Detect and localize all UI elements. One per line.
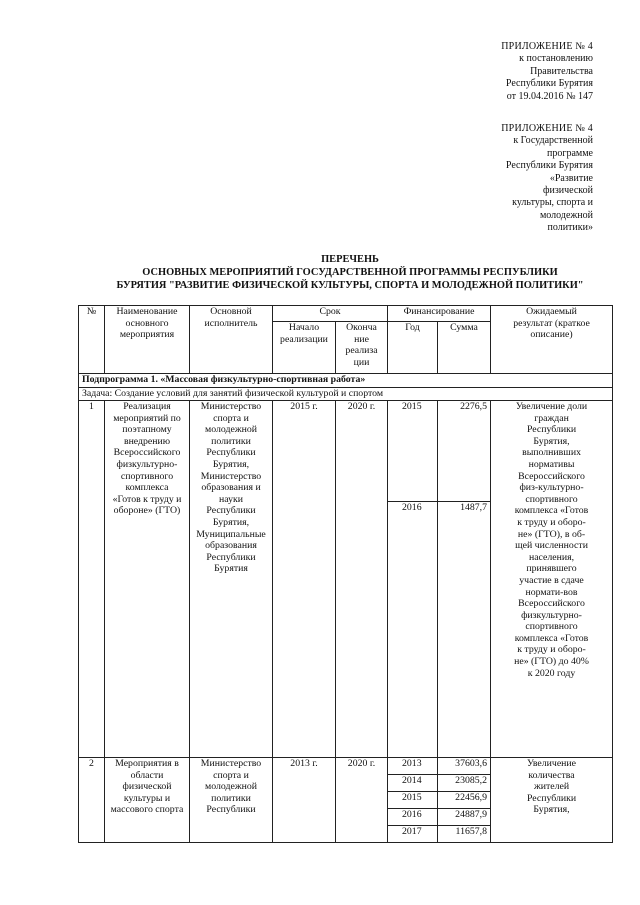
row-executor-line: молодежной bbox=[205, 781, 257, 793]
appendix-2-line: «Развитие bbox=[549, 172, 593, 184]
appendix-1-line: Правительства bbox=[530, 65, 593, 77]
row-result bbox=[491, 758, 613, 843]
row-result-line: Всероссийского bbox=[518, 598, 585, 610]
row-executor-line: Республики bbox=[206, 447, 256, 459]
row-result-line: к труду и оборо- bbox=[517, 516, 586, 528]
row-result-line: нормативы bbox=[528, 458, 575, 470]
header-name-line: мероприятия bbox=[119, 329, 175, 341]
header-term: Срок bbox=[273, 306, 388, 322]
header-end-line: ции bbox=[353, 356, 370, 368]
row-sum: 23085,2 bbox=[438, 775, 491, 792]
row-result-line: участие в сдаче bbox=[519, 574, 584, 586]
row-result-line: жителей bbox=[533, 781, 570, 793]
row-year: 2014 bbox=[388, 775, 438, 792]
row-executor-line: Бурятия, bbox=[212, 516, 250, 528]
header-executor-line: исполнитель bbox=[204, 317, 258, 329]
title-line: БУРЯТИЯ "РАЗВИТИЕ ФИЗИЧЕСКОЙ КУЛЬТУРЫ, СПОРТА И МОЛОДЕЖНОЙ ПОЛИТИКИ" bbox=[116, 280, 584, 292]
header-end bbox=[336, 322, 388, 374]
row-result-line: физкультурно- bbox=[521, 609, 582, 621]
row-result-line: к труду и оборо- bbox=[517, 644, 586, 656]
row-year: 2015 bbox=[388, 792, 438, 809]
row-result-line: спортивного bbox=[525, 493, 578, 505]
row-executor-line: спорта и bbox=[213, 769, 249, 781]
appendix-2-line: Республики Бурятия bbox=[505, 160, 593, 172]
row-num: 1 bbox=[79, 401, 105, 758]
row-executor-line: науки bbox=[219, 493, 243, 505]
row-executor-line: образования и bbox=[201, 482, 261, 494]
row-result-line: спортивного bbox=[525, 621, 578, 633]
appendix-header-1 bbox=[501, 41, 593, 103]
appendix-1-line: к постановлению bbox=[519, 53, 593, 65]
row-result-line: не» (ГТО), в об- bbox=[517, 528, 586, 540]
row-executor-line: политики bbox=[211, 435, 251, 447]
header-end-line: Оконча bbox=[346, 322, 377, 333]
header-end-line: ние bbox=[354, 333, 369, 345]
row-result-line: комплекса «Готов bbox=[514, 632, 589, 644]
row-executor-line: Бурятия bbox=[214, 563, 248, 575]
header-year: Год bbox=[388, 322, 438, 374]
header-sum: Сумма bbox=[438, 322, 491, 374]
header-row bbox=[79, 306, 613, 322]
row-executor bbox=[190, 758, 273, 843]
row-executor bbox=[190, 401, 273, 758]
row-sum: 37603,6 bbox=[438, 758, 491, 775]
document-title bbox=[60, 253, 640, 293]
appendix-2-line: молодежной bbox=[539, 209, 593, 221]
row-executor-line: Республики bbox=[206, 505, 256, 517]
row-end: 2020 г. bbox=[336, 758, 388, 843]
row-year: 2016 bbox=[388, 502, 438, 758]
row-executor-line: образования bbox=[205, 540, 257, 552]
row-result-line: к 2020 году bbox=[527, 667, 576, 679]
appendix-2-line: программе bbox=[547, 147, 593, 159]
row-name-line: мероприятий по bbox=[113, 412, 181, 424]
row-sum: 24887,9 bbox=[438, 809, 491, 826]
header-start-line: реализации bbox=[280, 333, 328, 345]
row-name bbox=[105, 401, 190, 758]
header-name-line: основного bbox=[125, 317, 169, 329]
row-result-line: количества bbox=[528, 769, 575, 781]
row-name bbox=[105, 758, 190, 843]
row-executor-line: Республики bbox=[206, 804, 256, 816]
row-name-line: Реализация bbox=[123, 401, 171, 412]
header-executor-line: Основной bbox=[210, 306, 252, 317]
title-line: ПЕРЕЧЕНЬ bbox=[321, 254, 379, 265]
row-result-line: Всероссийского bbox=[518, 470, 585, 482]
row-end: 2020 г. bbox=[336, 401, 388, 758]
appendix-2-title: ПРИЛОЖЕНИЕ № 4 bbox=[501, 123, 593, 134]
appendix-header-2 bbox=[501, 123, 593, 235]
header-financing: Финансирование bbox=[388, 306, 491, 322]
row-result-line: Республики bbox=[526, 424, 577, 436]
header-name-line: Наименование bbox=[116, 306, 178, 317]
row-name-line: массового спорта bbox=[110, 804, 184, 816]
header-executor bbox=[190, 306, 273, 374]
row-executor-line: политики bbox=[211, 792, 251, 804]
appendix-2-line: физической bbox=[543, 185, 593, 197]
row-executor-line: Министерство bbox=[200, 401, 262, 412]
row-executor-line: Республики bbox=[206, 551, 256, 563]
row-sum: 22456,9 bbox=[438, 792, 491, 809]
row-executor-line: молодежной bbox=[205, 424, 257, 436]
row-result-line: выполнивших bbox=[522, 447, 581, 459]
row-result-line: принявшего bbox=[526, 563, 577, 575]
row-result-line: физ-культурно- bbox=[519, 482, 584, 494]
row-result-line: населения, bbox=[528, 551, 575, 563]
row-year: 2016 bbox=[388, 809, 438, 826]
row-name-line: «Готов к труду и bbox=[112, 493, 182, 505]
row-num: 2 bbox=[79, 758, 105, 843]
header-result-line: описание) bbox=[530, 329, 573, 341]
row-start: 2015 г. bbox=[273, 401, 336, 758]
row-name-line: комплекса bbox=[125, 482, 169, 494]
row-name-line: культуры и bbox=[123, 792, 171, 804]
header-end-line: реализа bbox=[345, 345, 378, 357]
header-start bbox=[273, 322, 336, 374]
header-result-line: результат (краткое bbox=[513, 317, 590, 329]
row-name-line: поэтапному bbox=[122, 424, 172, 436]
appendix-2-line: к Государственной bbox=[513, 135, 593, 147]
row-result-line: граждан bbox=[534, 412, 569, 424]
row-result-line: Бурятия, bbox=[533, 804, 570, 816]
row-name-line: физической bbox=[122, 781, 172, 793]
row-year: 2013 bbox=[388, 758, 438, 775]
row-result-line: нормати-вов bbox=[525, 586, 578, 598]
row-result-line: щей численности bbox=[515, 540, 588, 552]
table-row bbox=[79, 758, 613, 775]
row-start: 2013 г. bbox=[273, 758, 336, 843]
row-result-line: не» (ГТО) до 40% bbox=[514, 656, 589, 668]
row-sum: 11657,8 bbox=[438, 826, 491, 843]
row-name-line: Всероссийского bbox=[113, 447, 181, 459]
row-executor-line: спорта и bbox=[213, 412, 249, 424]
header-result-line: Ожидаемый bbox=[526, 306, 577, 317]
table-row bbox=[79, 401, 613, 502]
appendix-2-line: политики» bbox=[547, 222, 593, 234]
row-name-line: обороне» (ГТО) bbox=[113, 505, 181, 517]
header-start-line: Начало bbox=[288, 322, 320, 333]
measures-table bbox=[78, 305, 613, 843]
row-name-line: внедрению bbox=[123, 435, 171, 447]
row-executor-line: Министерство bbox=[200, 470, 262, 482]
row-result-line: Увеличение доли bbox=[515, 401, 588, 412]
task-title: Задача: Создание условий для занятий физической культурой и спортом bbox=[79, 388, 613, 401]
row-result-line: Увеличение bbox=[527, 758, 577, 769]
row-sum: 1487,7 bbox=[438, 502, 491, 758]
title-line: ОСНОВНЫХ МЕРОПРИЯТИЙ ГОСУДАРСТВЕННОЙ ПРОГРАММЫ РЕСПУБЛИКИ bbox=[142, 267, 558, 279]
row-result-line: Республики bbox=[526, 792, 577, 804]
subprogram-row bbox=[79, 374, 613, 388]
appendix-2-line: культуры, спорта и bbox=[512, 197, 593, 209]
task-row bbox=[79, 388, 613, 401]
row-name-line: Мероприятия в bbox=[115, 758, 179, 769]
row-year: 2017 bbox=[388, 826, 438, 843]
row-executor-line: Муниципальные bbox=[196, 528, 266, 540]
row-result-line: комплекса «Готов bbox=[514, 505, 589, 517]
header-num: № bbox=[79, 306, 105, 374]
subprogram-title: Подпрограмма 1. «Массовая физкультурно-спортивная работа» bbox=[79, 374, 613, 388]
row-executor-line: Бурятия, bbox=[212, 458, 250, 470]
row-name-line: области bbox=[130, 769, 164, 781]
appendix-1-title: ПРИЛОЖЕНИЕ № 4 bbox=[501, 41, 593, 52]
row-sum: 2276,5 bbox=[438, 401, 491, 502]
row-executor-line: Министерство bbox=[200, 758, 262, 769]
row-result bbox=[491, 401, 613, 758]
appendix-1-line: от 19.04.2016 № 147 bbox=[506, 90, 593, 102]
header-result bbox=[491, 306, 613, 374]
header-name bbox=[105, 306, 190, 374]
row-name-line: физкультурно- bbox=[116, 458, 178, 470]
appendix-1-line: Республики Бурятия bbox=[505, 78, 593, 90]
row-result-line: Бурятия, bbox=[533, 435, 570, 447]
row-name-line: спортивного bbox=[120, 470, 174, 482]
row-year: 2015 bbox=[388, 401, 438, 502]
